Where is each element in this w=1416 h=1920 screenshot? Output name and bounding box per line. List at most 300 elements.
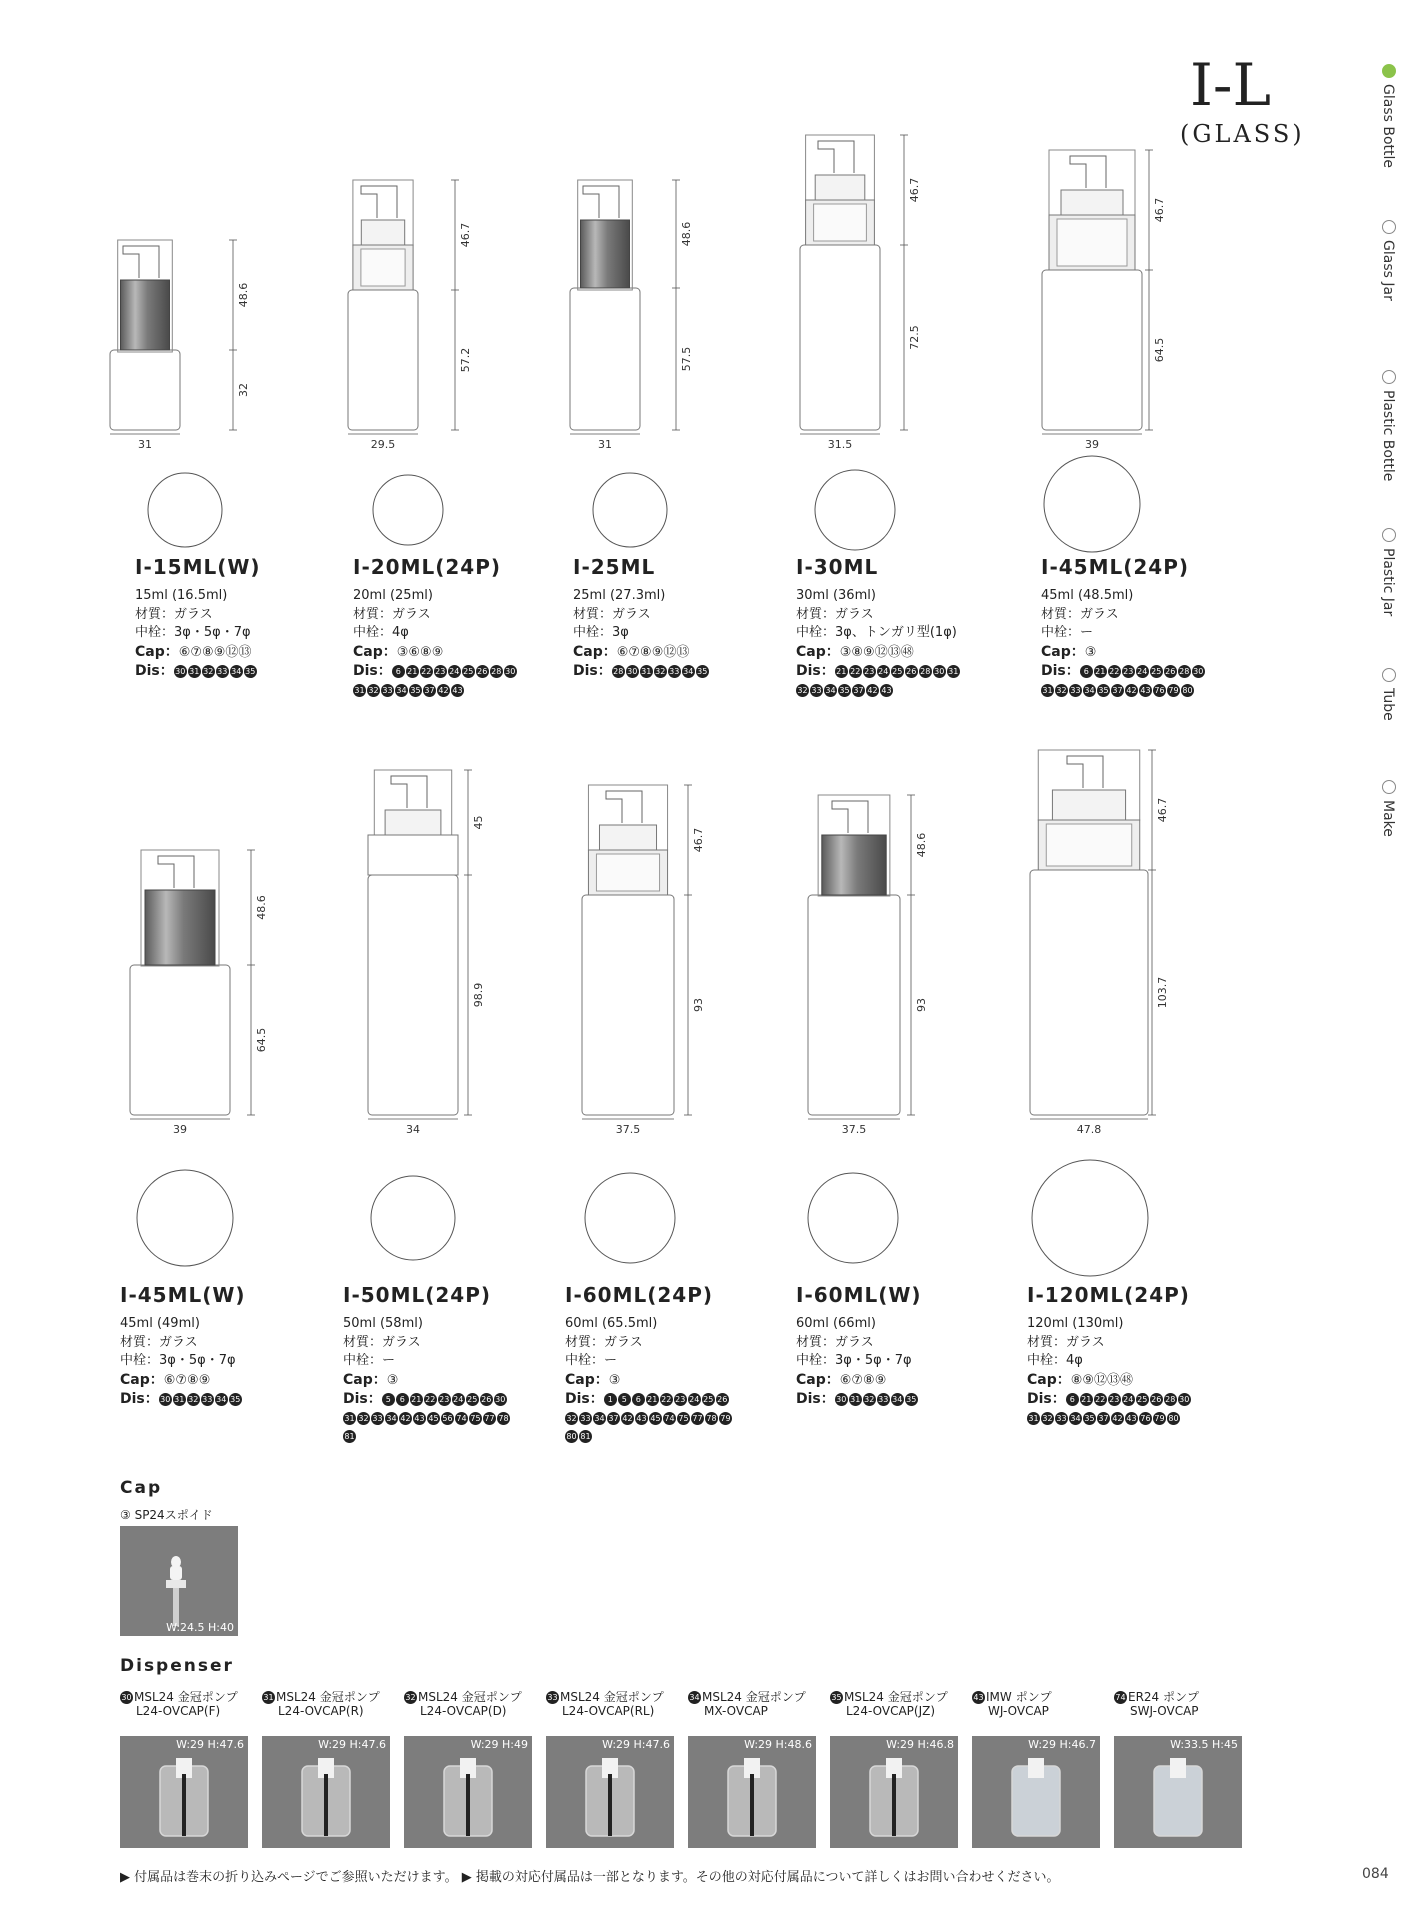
dispenser-number-badge: 26 — [477, 667, 488, 676]
dispenser-number-badge: 28 — [920, 667, 931, 676]
dispenser-number-badge: 78 — [706, 1413, 717, 1423]
dis-label: Dis： — [343, 1391, 382, 1407]
dispenser-number-badge: 43 — [1140, 685, 1151, 695]
dispenser-number-badge: 32 — [1056, 685, 1067, 695]
dispenser-number-badge: 33 — [669, 667, 680, 676]
dispenser-number-badge: 30 — [836, 1395, 847, 1404]
product-info — [796, 587, 966, 700]
product-name: I-45ML(24P) — [1041, 555, 1189, 579]
nav-label: Plastic Jar — [1380, 548, 1396, 617]
dispenser-number-badge: 31 — [641, 667, 652, 676]
dispenser-number-badge: 6 — [392, 665, 405, 678]
dispenser-number-badge: 31 — [354, 685, 365, 695]
bottle-i-60ml-w- — [808, 795, 928, 1263]
product-name: I-120ML(24P) — [1027, 1283, 1190, 1307]
dimension-body-label: 57.5 — [680, 346, 693, 372]
dispenser-number-badge: 33 — [1056, 1413, 1067, 1423]
dispenser-number-badge: 25 — [1137, 1395, 1148, 1404]
dispenser-image — [404, 1736, 532, 1848]
dispenser-number-badge: 32 — [368, 685, 379, 695]
dispenser-number-badge: 43 — [881, 685, 892, 695]
dispenser-number-badge: 33 — [372, 1413, 383, 1423]
dispenser-number-badge: 32 — [566, 1413, 577, 1423]
dispenser-name: MSL24 金冠ポンプ — [276, 1690, 380, 1704]
top-view-circle — [137, 1170, 233, 1266]
dispenser-model: L24-OVCAP(D) — [420, 1704, 507, 1718]
dispenser-size: W:29 H:49 — [470, 1738, 528, 1751]
nav-label: Plastic Bottle — [1380, 390, 1396, 482]
bottle-i-50ml-24p- — [368, 770, 485, 1260]
product-name: I-30ML — [796, 555, 879, 579]
bottle-body — [570, 288, 640, 430]
top-view-circle — [1032, 1160, 1148, 1276]
pump-icon — [546, 1736, 674, 1848]
dispenser-number-badge: 32 — [1042, 1413, 1053, 1423]
product-material: 材質：ガラス — [796, 1334, 874, 1350]
product-plug: 中栓：3φ — [573, 625, 629, 640]
dispenser-number-badge: 78 — [498, 1413, 509, 1423]
top-view-circle — [1044, 456, 1140, 552]
pump-nozzle — [1070, 156, 1106, 188]
dispenser-number-badge: 35 — [1084, 1413, 1095, 1423]
cap-image — [120, 1526, 238, 1636]
dispenser-size: W:29 H:47.6 — [176, 1738, 244, 1751]
dimension-width-label: 37.5 — [841, 1123, 867, 1136]
product-material: 材質：ガラス — [135, 606, 213, 622]
dispenser-number-badge: 79 — [1154, 1413, 1165, 1423]
dispenser-number-badge: 21 — [411, 1395, 422, 1404]
product-dis-row — [573, 662, 743, 682]
pump-icon — [262, 1736, 390, 1848]
dimension-width-label: 37.5 — [615, 1123, 641, 1136]
dis-label: Dis： — [353, 663, 392, 679]
dispenser-number-badge: 74 — [664, 1413, 675, 1423]
dispenser-number-badge: 43 — [973, 1693, 984, 1702]
dispenser-number-badge: 75 — [470, 1413, 481, 1423]
pump-icon — [120, 1736, 248, 1848]
dispenser-number-badge: 43 — [452, 685, 463, 695]
product-material: 材質：ガラス — [1041, 606, 1119, 622]
dispenser-size: W:33.5 H:45 — [1170, 1738, 1238, 1751]
dispenser-number-badge: 23 — [864, 667, 875, 676]
dimension-body-label: 103.7 — [1156, 976, 1169, 1009]
top-view-circle — [585, 1173, 675, 1263]
dispenser-number-badge: 28 — [491, 667, 502, 676]
dispenser-number-badge: 30 — [1193, 667, 1204, 676]
cap-label: Cap： — [796, 1371, 840, 1388]
dispenser-label — [120, 1690, 238, 1718]
dispenser-number-badge: 6 — [396, 1393, 409, 1406]
dispenser-number-badge: 37 — [1098, 1413, 1109, 1423]
dispenser-number-badge: 25 — [703, 1395, 714, 1404]
product-material: 材質：ガラス — [573, 606, 651, 622]
product-cap-row — [135, 643, 305, 663]
dispenser-number-badge: 34 — [1084, 685, 1095, 695]
dispenser-number-badge: 35 — [230, 1395, 241, 1404]
product-name: I-25ML — [573, 555, 656, 579]
nav-label: Glass Jar — [1380, 240, 1396, 301]
dispenser-number-badge: 37 — [853, 685, 864, 695]
dispenser-image — [120, 1736, 248, 1848]
dispenser-number-badge: 28 — [1165, 1395, 1176, 1404]
product-cap-row — [565, 1371, 735, 1391]
pump-icon — [404, 1736, 532, 1848]
product-name: I-45ML(W) — [120, 1283, 246, 1307]
product-material: 材質：ガラス — [353, 606, 431, 622]
dispenser-size: W:29 H:48.6 — [744, 1738, 812, 1751]
dispenser-number-badge: 6 — [1066, 1393, 1079, 1406]
dimension-body-label: 93 — [915, 998, 928, 1012]
shoulder-inner — [1046, 824, 1131, 866]
dispenser-number-badge: 22 — [1095, 1395, 1106, 1404]
dispenser-number-badge: 34 — [825, 685, 836, 695]
shoulder-inner — [814, 204, 867, 241]
dispenser-number-badge: 30 — [627, 667, 638, 676]
pump-nozzle — [158, 856, 194, 888]
dispenser-name: MSL24 金冠ポンプ — [418, 1690, 522, 1704]
dispenser-image — [546, 1736, 674, 1848]
dispenser-number-badge: 30 — [1179, 1395, 1190, 1404]
bottle-body — [1030, 870, 1148, 1115]
dispenser-number-badge: 74 — [456, 1413, 467, 1423]
pump-icon — [972, 1736, 1100, 1848]
pump-collar — [361, 220, 404, 245]
dispenser-number-badge: 30 — [175, 667, 186, 676]
dispenser-number-badge: 35 — [245, 667, 256, 676]
dispenser-number-badge: 21 — [1095, 667, 1106, 676]
cap-label: Cap： — [565, 1371, 609, 1388]
top-view-circle — [593, 473, 667, 547]
dimension-width-label: 39 — [173, 1123, 187, 1136]
dispenser-number-badge: 45 — [428, 1413, 439, 1423]
dispenser-number-badge: 22 — [661, 1395, 672, 1404]
dispenser-number-badge: 25 — [463, 667, 474, 676]
bottle-body — [1042, 270, 1142, 430]
dimension-top-label: 46.7 — [1153, 197, 1166, 223]
dispenser-number-badge: 34 — [386, 1413, 397, 1423]
dispenser-number-badge: 24 — [449, 667, 460, 676]
dispenser-label — [546, 1690, 664, 1718]
dispenser-size: W:29 H:47.6 — [602, 1738, 670, 1751]
pump-icon — [688, 1736, 816, 1848]
nav-label: Make — [1380, 800, 1396, 837]
dispenser-number-badge: 56 — [442, 1413, 453, 1423]
shoulder-inner — [1057, 219, 1127, 266]
dispenser-number-badge: 33 — [1070, 685, 1081, 695]
dimension-top-label: 46.7 — [459, 222, 472, 248]
dispenser-number-badge: 6 — [632, 1393, 645, 1406]
dispenser-number-badge: 45 — [650, 1413, 661, 1423]
dispenser-number-badge: 32 — [188, 1395, 199, 1404]
pump-nozzle — [606, 791, 642, 823]
product-cap-row — [573, 643, 743, 663]
product-dis-row — [796, 1390, 966, 1410]
page-title: I-L — [1190, 51, 1272, 119]
product-cap-row — [343, 1371, 513, 1391]
cap-label: Cap： — [573, 643, 617, 660]
nav-label: Tube — [1380, 688, 1396, 721]
dispenser-number-badge: 32 — [203, 667, 214, 676]
dispenser-name: ER24 ポンプ — [1128, 1690, 1200, 1704]
dispenser-number-badge: 21 — [407, 667, 418, 676]
product-material: 材質：ガラス — [565, 1334, 643, 1350]
dispenser-number-badge: 79 — [720, 1413, 731, 1423]
dispenser-number-badge: 28 — [1179, 667, 1190, 676]
dispenser-number-badge: 34 — [683, 667, 694, 676]
cap-section-title: Cap — [120, 1478, 163, 1498]
dispenser-label — [972, 1690, 1052, 1718]
dimension-body-label: 64.5 — [255, 1027, 268, 1053]
product-dis-row — [343, 1390, 513, 1447]
pump-collar — [599, 825, 656, 850]
dis-label: Dis： — [573, 663, 612, 679]
dispenser-number-badge: 22 — [425, 1395, 436, 1404]
dimension-width-label: 31 — [598, 438, 612, 451]
product-dis-row — [1041, 662, 1211, 700]
cap-values: ③⑥⑧⑨ — [396, 644, 444, 660]
dispenser-number-badge: 42 — [1112, 1413, 1123, 1423]
bottle-body — [130, 965, 230, 1115]
dispenser-number-badge: 79 — [1168, 685, 1179, 695]
bottle-i-60ml-24p- — [582, 785, 705, 1263]
dispenser-number-badge: 26 — [481, 1395, 492, 1404]
dimension-width-label: 39 — [1085, 438, 1099, 451]
dispenser-number-badge: 30 — [495, 1395, 506, 1404]
bottle-body — [110, 350, 180, 430]
dropper-icon — [120, 1526, 238, 1636]
dispenser-number-badge: 34 — [1070, 1413, 1081, 1423]
dispenser-model: MX-OVCAP — [704, 1704, 768, 1718]
dispenser-number-badge: 26 — [1165, 667, 1176, 676]
dimension-body-label: 98.9 — [472, 982, 485, 1008]
cap-values: ③ — [1084, 644, 1097, 660]
cap-label: Cap： — [120, 1371, 164, 1388]
dimension-width-label: 34 — [406, 1123, 420, 1136]
dispenser-number-badge: 24 — [453, 1395, 464, 1404]
dispenser-label — [404, 1690, 522, 1718]
dispenser-number-badge: 25 — [467, 1395, 478, 1404]
dispenser-model: L24-OVCAP(JZ) — [846, 1704, 936, 1718]
metal-collar — [121, 280, 170, 350]
dispenser-number-badge: 31 — [850, 1395, 861, 1404]
cap-label: Cap： — [1041, 643, 1085, 660]
dispenser-number-badge: 33 — [202, 1395, 213, 1404]
dispenser-number-badge: 21 — [1081, 1395, 1092, 1404]
dispenser-image — [262, 1736, 390, 1848]
dispenser-number-badge: 32 — [405, 1693, 416, 1702]
product-info — [353, 587, 523, 700]
pump-collar — [385, 810, 441, 835]
dispenser-number-badge: 22 — [1109, 667, 1120, 676]
dispenser-number-badge: 35 — [1098, 685, 1109, 695]
pump-icon — [1114, 1736, 1242, 1848]
bottle-body — [800, 245, 880, 430]
dispenser-number-badge: 35 — [906, 1395, 917, 1404]
pump-collar — [1052, 790, 1125, 820]
cap-label: Cap： — [796, 643, 840, 660]
dispenser-number-badge: 35 — [410, 685, 421, 695]
dispenser-name: MSL24 金冠ポンプ — [702, 1690, 806, 1704]
dispenser-model: SWJ-OVCAP — [1130, 1704, 1199, 1718]
cap-values: ③⑧⑨⑫⑬㊽ — [839, 644, 914, 660]
dispenser-number-badge: 31 — [1042, 685, 1053, 695]
bottle-i-30ml — [800, 135, 921, 550]
dispenser-number-badge: 32 — [358, 1413, 369, 1423]
product-capacity: 60ml (65.5ml) — [565, 1316, 658, 1331]
dispenser-section-title: Dispenser — [120, 1656, 234, 1676]
pump-nozzle — [583, 186, 619, 218]
cap-label: Cap： — [1027, 1371, 1071, 1388]
dimension-body-label: 32 — [237, 383, 250, 397]
dispenser-number-badge: 43 — [1126, 1413, 1137, 1423]
dispenser-number-badge: 37 — [1112, 685, 1123, 695]
dispenser-model: L24-OVCAP(R) — [278, 1704, 364, 1718]
dispenser-number-badge: 37 — [608, 1413, 619, 1423]
dimension-top-label: 46.7 — [692, 827, 705, 853]
metal-collar — [822, 835, 886, 895]
dispenser-number-badge: 24 — [878, 667, 889, 676]
dimension-width-label: 29.5 — [370, 438, 396, 451]
dispenser-number-badge: 31 — [189, 667, 200, 676]
dispenser-model: WJ-OVCAP — [988, 1704, 1049, 1718]
dispenser-number-badge: 30 — [934, 667, 945, 676]
pump-nozzle — [818, 141, 854, 173]
bottle-i-15ml-w- — [110, 240, 250, 547]
product-cap-row — [353, 643, 523, 663]
dispenser-label — [830, 1690, 948, 1718]
top-view-circle — [373, 475, 443, 545]
pump-collar — [815, 175, 865, 200]
bottle-body — [808, 895, 900, 1115]
dispenser-number-badge: 25 — [892, 667, 903, 676]
product-capacity: 25ml (27.3ml) — [573, 588, 666, 603]
bottle-body — [368, 875, 458, 1115]
dispenser-label — [688, 1690, 806, 1718]
bottle-i-120ml-24p- — [1030, 750, 1169, 1276]
product-dis-row — [353, 662, 523, 700]
dispenser-number-badge: 5 — [618, 1393, 631, 1406]
metal-collar — [145, 890, 215, 965]
cap-values: ⑥⑦⑧⑨⑫⑬ — [178, 644, 252, 660]
dispenser-number-badge: 81 — [580, 1432, 591, 1441]
dimension-top-label: 48.6 — [680, 221, 693, 247]
dispenser-number-badge: 21 — [647, 1395, 658, 1404]
dimension-body-label: 72.5 — [908, 325, 921, 350]
product-capacity: 60ml (66ml) — [796, 1316, 876, 1331]
dispenser-number-badge: 33 — [217, 667, 228, 676]
cap-item-label: ③ SP24スポイド — [120, 1508, 213, 1522]
top-view-circle — [815, 470, 895, 550]
dispenser-number-badge: 76 — [1154, 685, 1165, 695]
dispenser-image — [688, 1736, 816, 1848]
product-info — [573, 587, 743, 682]
dispenser-number-badge: 32 — [655, 667, 666, 676]
product-name: I-60ML(24P) — [565, 1283, 713, 1307]
dimension-body-label: 64.5 — [1153, 337, 1166, 363]
nav-label: Glass Bottle — [1380, 84, 1396, 169]
dispenser-number-badge: 33 — [547, 1693, 558, 1702]
dispenser-number-badge: 31 — [948, 667, 959, 676]
dispenser-number-badge: 75 — [678, 1413, 689, 1423]
product-cap-row — [796, 643, 966, 663]
dispenser-number-badge: 81 — [344, 1432, 355, 1441]
dispenser-number-badge: 37 — [424, 685, 435, 695]
bottle-body — [348, 290, 418, 430]
product-name: I-15ML(W) — [135, 555, 261, 579]
dispenser-number-badge: 26 — [717, 1395, 728, 1404]
dispenser-number-badge: 30 — [121, 1693, 132, 1702]
dispenser-label — [262, 1690, 380, 1718]
product-material: 材質：ガラス — [343, 1334, 421, 1350]
pump-icon — [830, 1736, 958, 1848]
dispenser-number-badge: 32 — [864, 1395, 875, 1404]
dispenser-number-badge: 80 — [1168, 1413, 1179, 1423]
dispenser-size: W:29 H:46.7 — [1028, 1738, 1096, 1751]
dispenser-number-badge: 23 — [1109, 1395, 1120, 1404]
product-dis-row — [565, 1390, 735, 1447]
product-info — [120, 1315, 290, 1410]
product-capacity: 20ml (25ml) — [353, 588, 433, 603]
dispenser-number-badge: 43 — [636, 1413, 647, 1423]
dis-label: Dis： — [796, 663, 835, 679]
dispenser-number-badge: 42 — [438, 685, 449, 695]
dispenser-number-badge: 21 — [836, 667, 847, 676]
top-view-circle — [371, 1176, 455, 1260]
dispenser-number-badge: 42 — [867, 685, 878, 695]
dispenser-number-badge: 31 — [1028, 1413, 1039, 1423]
dispenser-size: W:29 H:47.6 — [318, 1738, 386, 1751]
cap-label: Cap： — [135, 643, 179, 660]
bottle-i-45ml-w- — [130, 850, 268, 1266]
product-cap-row — [1041, 643, 1211, 663]
dispenser-number-badge: 34 — [216, 1395, 227, 1404]
dispenser-size: W:29 H:46.8 — [886, 1738, 954, 1751]
product-capacity: 45ml (49ml) — [120, 1316, 200, 1331]
dispenser-number-badge: 28 — [613, 667, 624, 676]
dispenser-number-badge: 6 — [1080, 665, 1093, 678]
dispenser-number-badge: 74 — [1115, 1693, 1126, 1702]
product-capacity: 120ml (130ml) — [1027, 1316, 1124, 1331]
dispenser-name: IMW ポンプ — [986, 1690, 1052, 1704]
cap-values: ⑥⑦⑧⑨ — [839, 1372, 887, 1388]
product-plug: 中栓：4φ — [353, 625, 409, 640]
dispenser-number-badge: 23 — [675, 1395, 686, 1404]
product-info — [796, 1315, 966, 1410]
dimension-top-label: 45 — [472, 815, 485, 830]
cap-values: ⑥⑦⑧⑨ — [163, 1372, 211, 1388]
product-plug: 中栓：ー — [343, 1353, 396, 1368]
dispenser-number-badge: 30 — [160, 1395, 171, 1404]
product-dis-row — [135, 662, 305, 682]
dispenser-number-badge: 22 — [421, 667, 432, 676]
product-dis-row — [1027, 1390, 1197, 1428]
product-plug: 中栓：3φ・5φ・7φ — [135, 625, 251, 640]
dispenser-image — [972, 1736, 1100, 1848]
product-material: 材質：ガラス — [120, 1334, 198, 1350]
pump-nozzle — [123, 246, 159, 278]
dispenser-number-badge: 76 — [1140, 1413, 1151, 1423]
dispenser-number-badge: 33 — [382, 685, 393, 695]
dispenser-number-badge: 43 — [414, 1413, 425, 1423]
dispenser-number-badge: 34 — [396, 685, 407, 695]
dispenser-number-badge: 24 — [1137, 667, 1148, 676]
product-cap-row — [796, 1371, 966, 1391]
dispenser-number-badge: 31 — [174, 1395, 185, 1404]
top-view-circle — [148, 473, 222, 547]
product-info — [565, 1315, 735, 1447]
dispenser-number-badge: 1 — [604, 1393, 617, 1406]
dispenser-number-badge: 33 — [811, 685, 822, 695]
